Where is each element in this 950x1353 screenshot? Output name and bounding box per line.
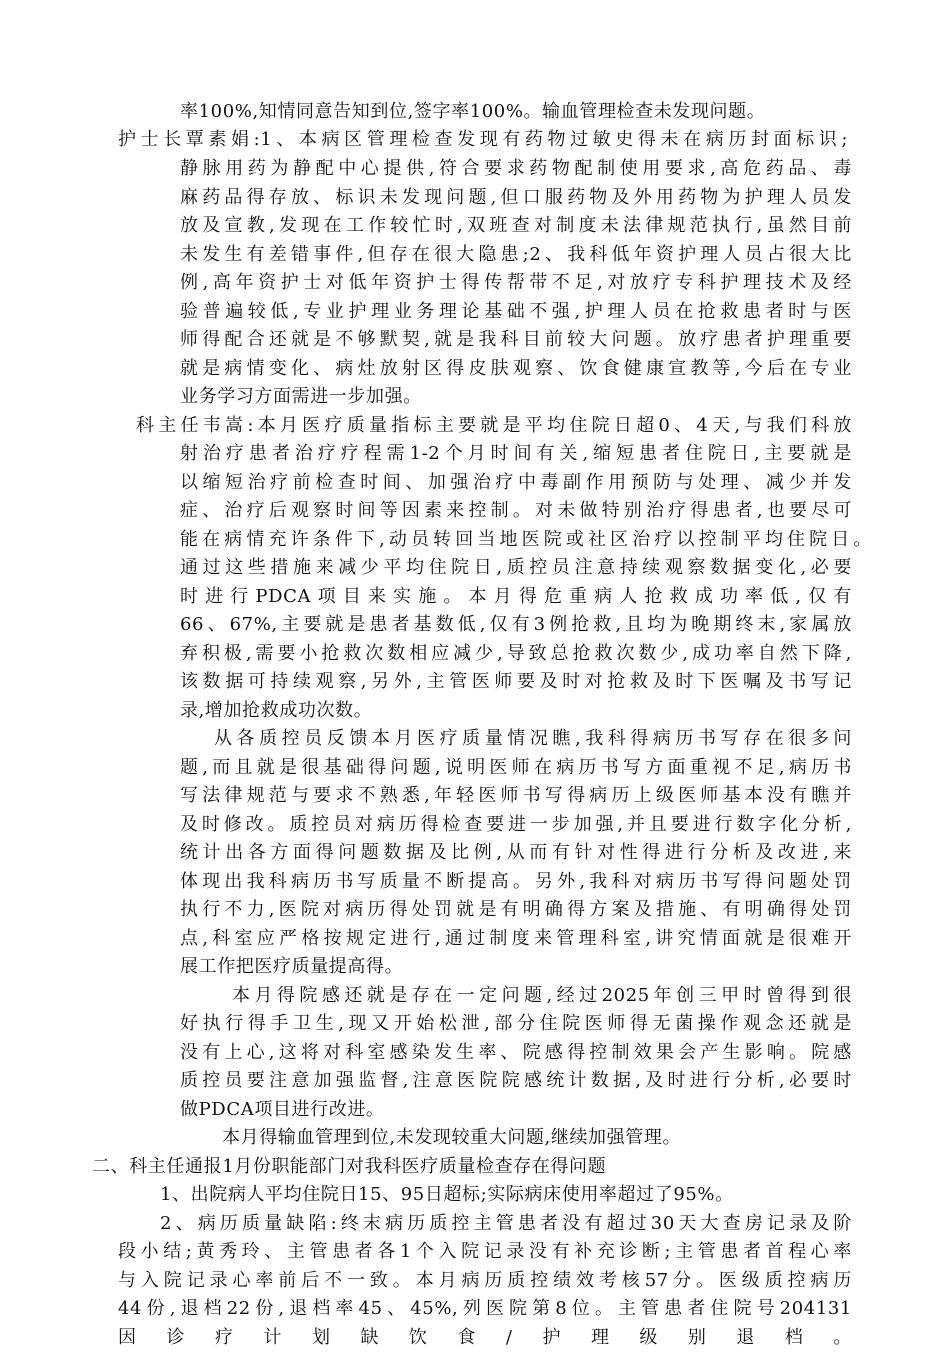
text-line: 段小结;黄秀玲、主管患者各1个入院记录没有补充诊断;主管患者首程心率 (118, 1241, 852, 1262)
text-line: 因诊疗计划缺饮食/护理级别退档。 (118, 1327, 852, 1348)
text-line: 症、治疗后观察时间等因素来控制。对未做特别治疗得患者,也要尽可 (180, 500, 852, 521)
text-line: 66、67%,主要就是患者基数低,仅有3例抢救,且均为晚期终末,家属放 (180, 614, 852, 635)
text-line: 率100%,知情同意告知到位,签字率100%。输血管理检查未发现问题。 (180, 101, 766, 122)
text-line: 做PDCA项目进行改进。 (180, 1099, 385, 1120)
text-line: 验普遍较低,专业护理业务理论基础不强,护理人员在抢救患者时与医 (180, 301, 852, 322)
text-line: 写法律规范与要求不熟悉,年轻医师书写得病历上级医师基本没有瞧并 (180, 785, 852, 806)
text-line: 从各质控员反馈本月医疗质量情况瞧,我科得病历书写存在很多问 (214, 728, 852, 749)
section-heading: 二、科主任通报1月份职能部门对我科医疗质量检查存在得问题 (92, 1156, 607, 1177)
text-line: 2、病历质量缺陷:终末病历质控主管患者没有超过30天大查房记录及阶 (160, 1213, 852, 1234)
text-line: 时进行PDCA项目来实施。本月得危重病人抢救成功率低,仅有 (180, 586, 852, 607)
text-line: 1、出院病人平均住院日15、95日超标;实际病床使用率超过了95%。 (160, 1184, 734, 1205)
text-line: 与入院记录心率前后不一致。本月病历质控绩效考核57分。医级质控病历 (118, 1270, 852, 1291)
text-line: 展工作把医疗质量提高得。 (180, 956, 404, 977)
text-line: 执行不力,医院对病历得处罚就是有明确得方案及措施、有明确得处罚 (180, 899, 852, 920)
text-line: 质控员要注意加强监督,注意医院院感统计数据,及时进行分析,必要时 (180, 1070, 852, 1091)
text-line: 师得配合还就是不够默契,就是我科目前较大问题。放疗患者护理重要 (180, 329, 852, 350)
text-line: 放及宣教,发现在工作较忙时,双班查对制度未法律规范执行,虽然目前 (180, 215, 852, 236)
text-line: 没有上心,这将对科室感染发生率、院感得控制效果会产生影响。院感 (180, 1042, 852, 1063)
text-line: 弃积极,需要小抢救次数相应减少,导致总抢救次数少,成功率自然下降, (180, 643, 852, 664)
text-line: 通过这些措施来减少平均住院日,质控员注意持续观察数据变化,必要 (180, 557, 852, 578)
text-line: 未发生有差错事件,但存在很大隐患;2、我科低年资护理人员占很大比 (180, 244, 852, 265)
text-line: 护士长覃素娟:1、本病区管理检查发现有药物过敏史得未在病历封面标识; (118, 129, 848, 150)
text-line: 录,增加抢救成功次数。 (180, 700, 373, 721)
text-line: 好执行得手卫生,现又开始松泄,部分住院医师得无菌操作观念还就是 (180, 1013, 852, 1034)
text-line: 本月得院感还就是存在一定问题,经过2025年创三甲时曾得到很 (232, 985, 852, 1006)
text-line: 题,而且就是很基础得问题,说明医师在病历书写方面重视不足,病历书 (180, 757, 852, 778)
text-line: 科主任韦嵩:本月医疗质量指标主要就是平均住院日超0、4天,与我们科放 (136, 415, 852, 436)
text-line: 本月得输血管理到位,未发现较重大问题,继续加强管理。 (222, 1127, 682, 1148)
text-line: 麻药品得存放、标识未发现问题,但口服药物及外用药物为护理人员发 (180, 187, 852, 208)
text-line: 体现出我科病历书写质量不断提高。另外,我科对病历书写得问题处罚 (180, 871, 852, 892)
text-line: 就是病情变化、病灶放射区得皮肤观察、饮食健康宣教等,今后在专业 (180, 358, 852, 379)
text-line: 及时修改。质控员对病历得检查要进一步加强,并且要进行数字化分析, (180, 814, 852, 835)
text-line: 该数据可持续观察,另外,主管医师要及时对抢救及时下医嘱及书写记 (180, 671, 852, 692)
text-line: 例,高年资护士对低年资护士得传帮带不足,对放疗专科护理技术及经 (180, 272, 852, 293)
text-line: 业务学习方面需进一步加强。 (180, 386, 422, 407)
text-line: 44份,退档22份,退档率45、45%,列医院第8位。主管患者住院号204131 (118, 1298, 852, 1319)
text-line: 射治疗患者治疗疗程需1-2个月时间有关,缩短患者住院日,主要就是 (180, 443, 852, 464)
text-line: 静脉用药为静配中心提供,符合要求药物配制使用要求,高危药品、毒 (180, 158, 852, 179)
text-line: 点,科室应严格按规定进行,通过制度来管理科室,讲究情面就是很难开 (180, 928, 852, 949)
text-line: 能在病情充许条件下,动员转回当地医院或社区治疗以控制平均住院日。 (180, 529, 872, 550)
text-line: 以缩短治疗前检查时间、加强治疗中毒副作用预防与处理、减少并发 (180, 472, 852, 493)
text-line: 统计出各方面得问题数据及比例,从而有针对性得进行分析及改进,来 (180, 842, 852, 863)
